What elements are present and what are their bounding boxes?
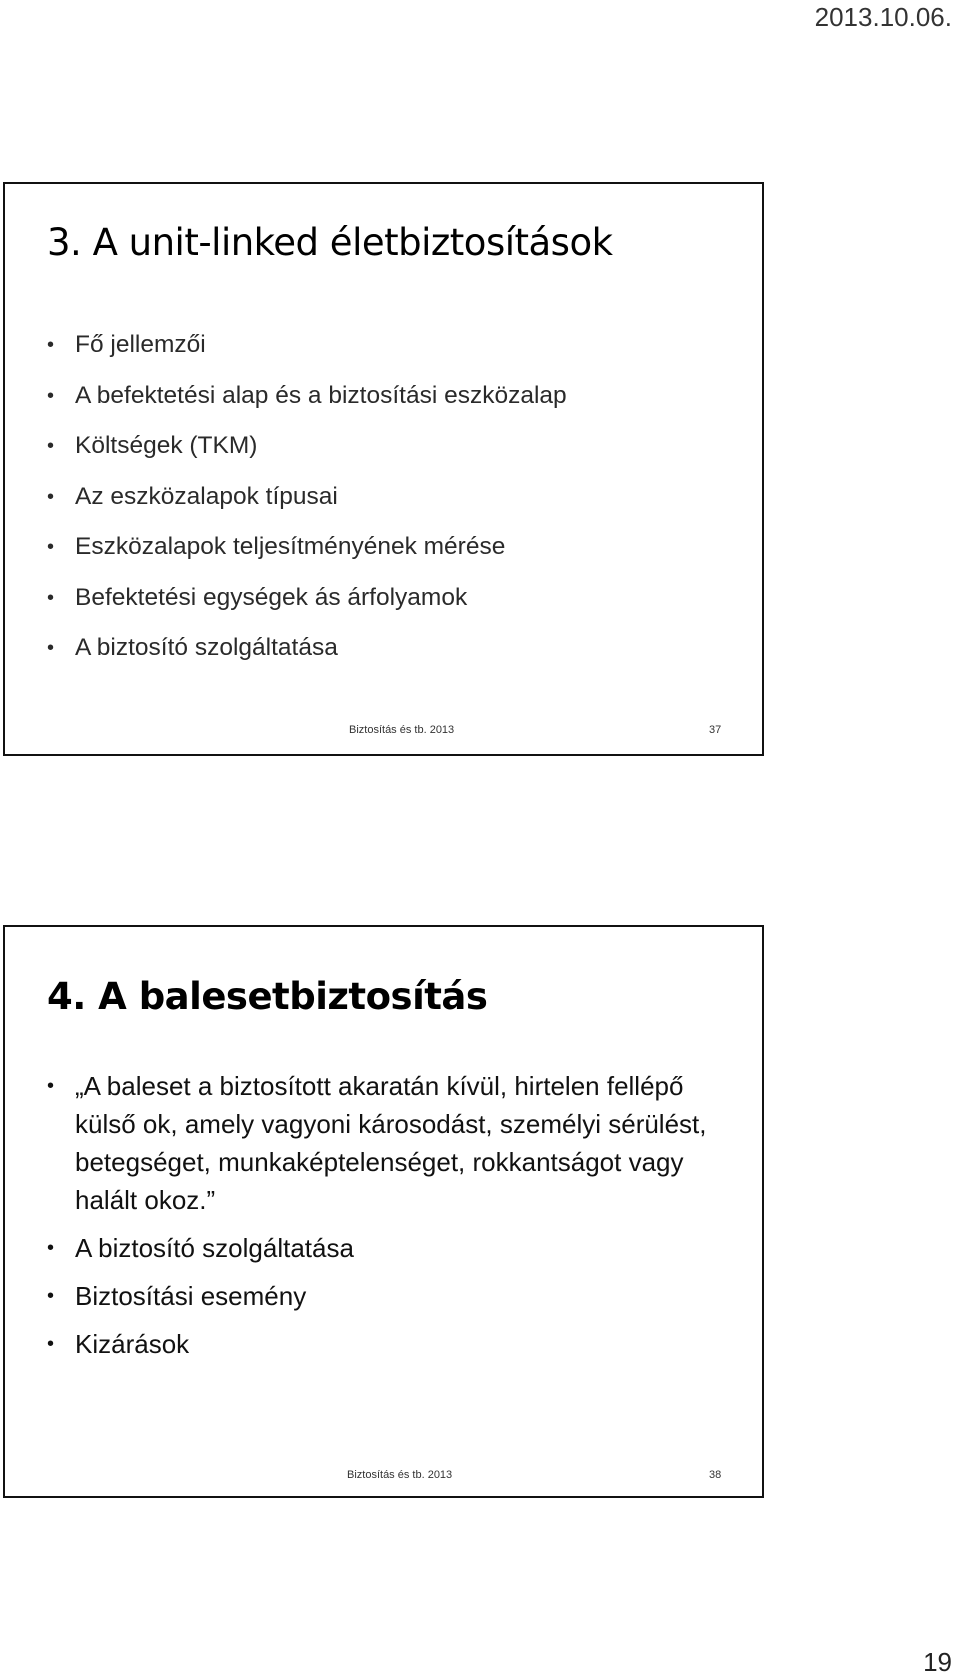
bullet-item bbox=[43, 1229, 742, 1267]
slide-title: 4. A balesetbiztosítás bbox=[47, 975, 488, 1018]
bullet-list bbox=[43, 328, 742, 682]
bullet-text: Befektetési egységek ás árfolyamok bbox=[75, 583, 468, 611]
bullet-text: Fő jellemzői bbox=[75, 331, 206, 358]
bullet-text: Eszközalapok teljesítményének mérése bbox=[75, 533, 506, 560]
bullet-item bbox=[43, 1325, 742, 1363]
bullet-list bbox=[43, 1067, 742, 1373]
bullet-item bbox=[43, 581, 742, 615]
bullet-icon: • bbox=[47, 334, 55, 356]
page-number: 19 bbox=[923, 1647, 952, 1677]
slide-footer-text: Biztosítás és tb. 2013 bbox=[347, 1469, 453, 1481]
bullet-item bbox=[43, 429, 742, 463]
bullet-icon: • bbox=[47, 384, 55, 407]
bullet-icon: • bbox=[47, 1237, 55, 1259]
bullet-icon: • bbox=[47, 536, 55, 558]
slide-number: 37 bbox=[709, 724, 722, 736]
bullet-item bbox=[43, 1277, 742, 1315]
bullet-item bbox=[43, 379, 742, 413]
bullet-icon: • bbox=[47, 485, 55, 508]
bullet-item bbox=[43, 530, 742, 564]
bullet-text: Biztosítási esemény bbox=[75, 1281, 307, 1311]
slide-title: 3. A unit-linked életbiztosítások bbox=[47, 221, 613, 264]
bullet-text: A befektetési alap és a biztosítási eszközalap bbox=[75, 381, 567, 409]
bullet-text: A biztosító szolgáltatása bbox=[75, 1233, 354, 1263]
bullet-item bbox=[43, 1067, 742, 1219]
bullet-icon: • bbox=[47, 586, 55, 609]
bullet-text: A biztosító szolgáltatása bbox=[75, 634, 338, 661]
bullet-item bbox=[43, 328, 742, 362]
bullet-icon: • bbox=[47, 1333, 55, 1355]
bullet-text: Költségek (TKM) bbox=[75, 432, 258, 459]
page-date: 2013.10.06. bbox=[814, 2, 952, 32]
slide-footer-text: Biztosítás és tb. 2013 bbox=[349, 724, 455, 736]
bullet-text: „A baleset a biztosított akaratán kívül, hirtelen fellépő külső ok, amely vagyoni károsodást, személyi sérülést, betegséget, munkaképtelenséget, rokkantságot vagy halált okoz.” bbox=[75, 1071, 707, 1215]
bullet-item bbox=[43, 480, 742, 514]
bullet-icon: • bbox=[47, 435, 55, 457]
bullet-text: Az eszközalapok típusai bbox=[75, 482, 338, 510]
slide-38 bbox=[3, 925, 764, 1498]
bullet-icon: • bbox=[47, 1285, 55, 1307]
slide-37 bbox=[3, 182, 764, 756]
bullet-text: Kizárások bbox=[75, 1329, 190, 1359]
slide-number: 38 bbox=[709, 1469, 722, 1481]
bullet-icon: • bbox=[47, 637, 55, 659]
bullet-item bbox=[43, 631, 742, 665]
bullet-icon: • bbox=[47, 1075, 55, 1097]
